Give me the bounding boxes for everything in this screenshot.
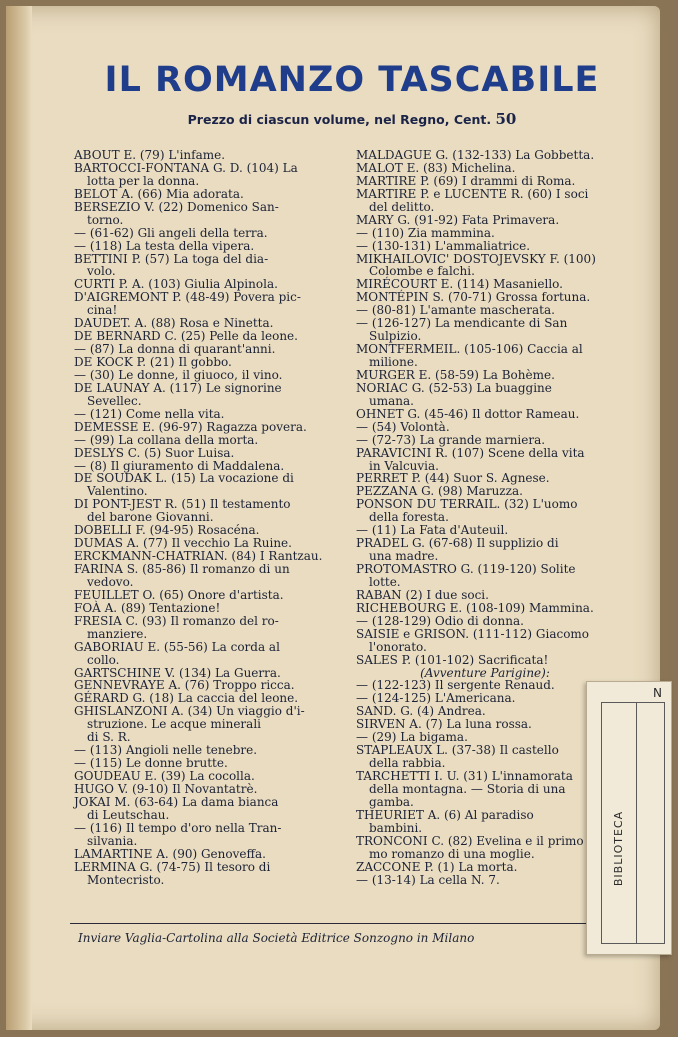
catalog-entry-line: l'onorato.: [369, 639, 427, 654]
catalog-entry-line: LERMINA G. (74-75) Il tesoro di: [74, 859, 271, 874]
catalog-entry-line: collo.: [87, 652, 120, 667]
catalog-entry-line: BETTINI P. (57) La toga del dia-: [74, 251, 269, 266]
catalog-entry-line: THEURIET A. (6) Al paradiso: [356, 807, 534, 822]
catalog-entry-line: — (29) La bigama.: [356, 730, 468, 745]
catalog-entry-line: — (130-131) L'ammaliatrice.: [356, 238, 531, 253]
catalog-entry-line: GABORIAU E. (55-56) La corda al: [74, 639, 280, 654]
price-text: Prezzo di ciascun volume, nel Regno, Cent.: [187, 112, 492, 127]
catalog-entry-line: ABOUT E. (79) L'infame.: [74, 148, 226, 162]
ordering-note: Inviare Vaglia-Cartolina alla Società Editrice Sonzogno in Milano: [78, 931, 475, 945]
catalog-entry-line: Sevellec.: [87, 393, 142, 408]
series-title: IL ROMANZO TASCABILE: [104, 60, 600, 100]
catalog-entry-line: — (80-81) L'amante mascherata.: [356, 303, 555, 318]
catalog-entry-line: HUGO V. (9-10) Il Novantatrè.: [74, 781, 258, 796]
catalog-entry-line: FRESIA C. (93) Il romanzo del ro-: [74, 613, 279, 628]
catalog-entry-line: SIRVEN A. (7) La luna rossa.: [356, 717, 532, 732]
catalog-entry-line: MARY G. (91-92) Fata Primavera.: [356, 212, 560, 227]
catalog-entry-line: — (115) Le donne brutte.: [74, 756, 228, 771]
catalog-entry-line: — (87) La donna di quarant'anni.: [74, 342, 276, 357]
catalog-entry-line: torno.: [87, 212, 124, 227]
catalog-entry-line: in Valcuvia.: [369, 458, 439, 473]
catalog-entry-line: — (124-125) L'Americana.: [356, 691, 516, 706]
catalog-entry-line: GENNEVRAYE A. (76) Troppo ricca.: [74, 678, 295, 693]
catalog-entry-line: silvania.: [87, 833, 138, 848]
catalog-entry-line: BARTOCCI-FONTANA G. D. (104) La: [74, 160, 298, 175]
catalog-entry-line: — (61-62) Gli angeli della terra.: [74, 225, 268, 240]
catalog-entry-line: — (54) Volontà.: [356, 419, 450, 434]
catalog-entry-line: MIKHAILOVIC' DOSTOJEVSKY F. (100): [356, 251, 596, 266]
library-label-number: N: [653, 686, 662, 700]
library-label-text-box: [604, 783, 634, 913]
catalog-entry-line: RICHEBOURG E. (108-109) Mammina.: [356, 600, 594, 615]
catalog-entry-line: Colombe e falchi.: [369, 264, 475, 279]
catalog-entry-line: PARAVICINI R. (107) Scene della vita: [356, 445, 585, 460]
catalog-entry-line: PONSON DU TERRAIL. (32) L'uomo: [356, 497, 578, 512]
catalog-entry-line: SAND. G. (4) Andrea.: [356, 704, 486, 719]
catalog-entry-line: — (113) Angioli nelle tenebre.: [74, 743, 258, 758]
catalog-entry-line: — (121) Come nella vita.: [74, 406, 225, 421]
catalog-entry-line: CURTI P. A. (103) Giulia Alpinola.: [74, 277, 278, 292]
catalog-entry-line: FARINA S. (85-86) Il romanzo di un: [74, 562, 290, 576]
catalog-entry-line: MARTIRE P. (69) I drammi di Roma.: [356, 173, 576, 188]
catalog-entry-line: milione.: [369, 355, 418, 369]
catalog-entry-line: DUMAS A. (77) Il vecchio La Ruine.: [74, 536, 292, 551]
catalog-entry-line: della foresta.: [369, 510, 449, 525]
catalog-entry-line: manziere.: [87, 626, 148, 641]
catalog-entry-line: — (122-123) Il sergente Renaud.: [356, 678, 555, 693]
catalog-entry-line: MIRÉCOURT E. (114) Masaniello.: [356, 277, 563, 292]
catalog-entry-line: gamba.: [369, 794, 414, 809]
catalog-entry-line: MONTÉPIN S. (70-71) Grossa fortuna.: [356, 290, 591, 305]
library-label: [586, 681, 672, 955]
catalog-entry-line: MURGER E. (58-59) La Bohème.: [356, 367, 555, 382]
catalog-entry-line: una madre.: [369, 549, 439, 564]
catalog-entry-line: DE BERNARD C. (25) Pelle da leone.: [74, 329, 298, 344]
catalog-entry-line: — (126-127) La mendicante di San: [356, 316, 568, 331]
catalog-entry-line: DEMESSE E. (96-97) Ragazza povera.: [74, 419, 307, 434]
catalog-entry-line: Valentino.: [87, 484, 148, 499]
catalog-entry-line: lotta per la donna.: [87, 173, 200, 188]
catalog-entry-line: DESLYS C. (5) Suor Luisa.: [74, 445, 235, 460]
catalog-entry-line: bambini.: [369, 820, 423, 835]
catalog-entry-line: LAMARTINE A. (90) Genoveffa.: [74, 846, 266, 861]
catalog-entry-line: — (116) Il tempo d'oro nella Tran-: [74, 820, 282, 835]
catalog-entry-line: ERCKMANN-CHATRIAN. (84) I Rantzau.: [74, 549, 323, 564]
catalog-entry-line: — (30) Le donne, il giuoco, il vino.: [74, 367, 283, 382]
catalog-entry-line: mo romanzo di una moglie.: [369, 846, 535, 861]
catalog-entry-line: SAISIE e GRISON. (111-112) Giacomo: [356, 626, 590, 641]
catalog-entry-line: DOBELLI F. (94-95) Rosacéna.: [74, 523, 260, 538]
price-value: 50: [495, 110, 517, 128]
catalog-entry-line: lotte.: [369, 574, 401, 589]
catalog-entry-line: PROTOMASTRO G. (119-120) Solite: [356, 562, 576, 576]
catalog-entry-line: MALOT E. (83) Michelina.: [356, 160, 516, 175]
catalog-entry-line: della rabbia.: [369, 756, 446, 771]
catalog-entry-line: — (72-73) La grande marniera.: [356, 432, 546, 447]
catalog-entry-line: JOKAI M. (63-64) La dama bianca: [74, 794, 279, 809]
catalog-entry-line: ZACCONE P. (1) La morta.: [356, 859, 518, 874]
catalog-entry-line: SALES P. (101-102) Sacrificata!: [356, 652, 549, 667]
catalog-entry-line: NORIAC G. (52-53) La buaggine: [356, 380, 552, 395]
catalog-entry-line: Montecristo.: [87, 872, 165, 887]
catalog-entry-line: struzione. Le acque minerali: [87, 717, 261, 732]
catalog-entry-line: del delitto.: [369, 199, 435, 214]
catalog-entry-line: DAUDET. A. (88) Rosa e Ninetta.: [74, 316, 274, 331]
catalog-entry-line: volo.: [87, 264, 116, 279]
catalog-entry-line: PRADEL G. (67-68) Il supplizio di: [356, 536, 559, 551]
catalog-entry-line: OHNET G. (45-46) Il dottor Rameau.: [356, 406, 580, 421]
catalog-entry-line: — (128-129) Odio di donna.: [356, 613, 524, 628]
catalog-entry-line: MONTFERMEIL. (105-106) Caccia al: [356, 342, 583, 357]
catalog-entry-line: — (11) La Fata d'Auteuil.: [356, 523, 509, 538]
catalog-entry-line: di Leutschau.: [87, 807, 170, 822]
catalog-entry-line: DI PONT-JEST R. (51) Il testamento: [74, 497, 291, 512]
catalog-entry-line: — (99) La collana della morta.: [74, 432, 259, 447]
catalog-entry-line: della montagna. — Storia di una: [369, 781, 566, 796]
library-label-text: BIBLIOTECA: [612, 810, 626, 886]
catalog-entry-line: D'AIGREMONT P. (48-49) Povera pic-: [74, 290, 301, 305]
catalog-entry-line: GARTSCHINE V. (134) La Guerra.: [74, 665, 281, 680]
catalog-entry-line: — (118) La testa della vipera.: [74, 238, 255, 253]
catalog-entry-line: Sulpizio.: [369, 329, 422, 344]
catalog-entry-line: TARCHETTI I. U. (31) L'innamorata: [356, 769, 573, 783]
catalog-entry-line: PEZZANA G. (98) Maruzza.: [356, 484, 523, 499]
catalog-entry-line: FOÀ A. (89) Tentazione!: [74, 600, 221, 615]
catalog-entry-line: MARTIRE P. e LUCENTE R. (60) I soci: [356, 186, 589, 201]
price-line: [46, 110, 658, 128]
footer-divider: [70, 923, 652, 924]
catalog-entry-line: cina!: [87, 303, 118, 318]
catalog-entry-line: BELOT A. (66) Mia adorata.: [74, 186, 244, 201]
catalog-entry-line: DE LAUNAY A. (117) Le signorine: [74, 380, 282, 395]
catalog-entry-line: di S. R.: [87, 730, 131, 745]
catalog-entry-line: PERRET P. (44) Suor S. Agnese.: [356, 471, 550, 486]
catalog-entry-line: — (13-14) La cella N. 7.: [356, 872, 500, 887]
catalog-entry-line: — (110) Zia mammina.: [356, 225, 495, 240]
catalog-entry-line: RABAN (2) I due soci.: [356, 587, 489, 602]
catalog-entry-line: umana.: [369, 393, 414, 408]
catalog-entry-line: BERSEZIO V. (22) Domenico San-: [74, 199, 279, 214]
catalog-left-column: [74, 149, 330, 886]
catalog-entry-line: GHISLANZONI A. (34) Un viaggio d'i-: [74, 704, 305, 719]
catalog-entry-line: DE SOUDAK L. (15) La vocazione di: [74, 471, 294, 486]
catalog-right-column: [356, 149, 614, 886]
catalog-entry-line: — (8) Il giuramento di Maddalena.: [74, 458, 285, 473]
catalog-entry-line: GOUDEAU E. (39) La cocolla.: [74, 769, 255, 783]
catalog-entry-line: vedovo.: [87, 574, 134, 589]
catalog-entry-line: GÉRARD G. (18) La caccia del leone.: [74, 691, 299, 706]
catalog-entry-line: STAPLEAUX L. (37-38) Il castello: [356, 743, 559, 758]
library-label-divider: [636, 703, 637, 943]
catalog-entry-line: TRONCONI C. (82) Evelina e il primo: [356, 833, 584, 848]
library-label-frame: [601, 702, 665, 944]
catalog-entry-line: FEUILLET O. (65) Onore d'artista.: [74, 587, 284, 602]
catalog-entry-line: (Avventure Parigine):: [420, 665, 550, 680]
book-back-cover: [6, 6, 660, 1030]
catalog-entry-line: MALDAGUE G. (132-133) La Gobbetta.: [356, 148, 595, 162]
catalog-entry-line: DE KOCK P. (21) Il gobbo.: [74, 355, 232, 369]
spine-edge: [6, 6, 32, 1030]
catalog-entry-line: del barone Giovanni.: [87, 510, 214, 525]
